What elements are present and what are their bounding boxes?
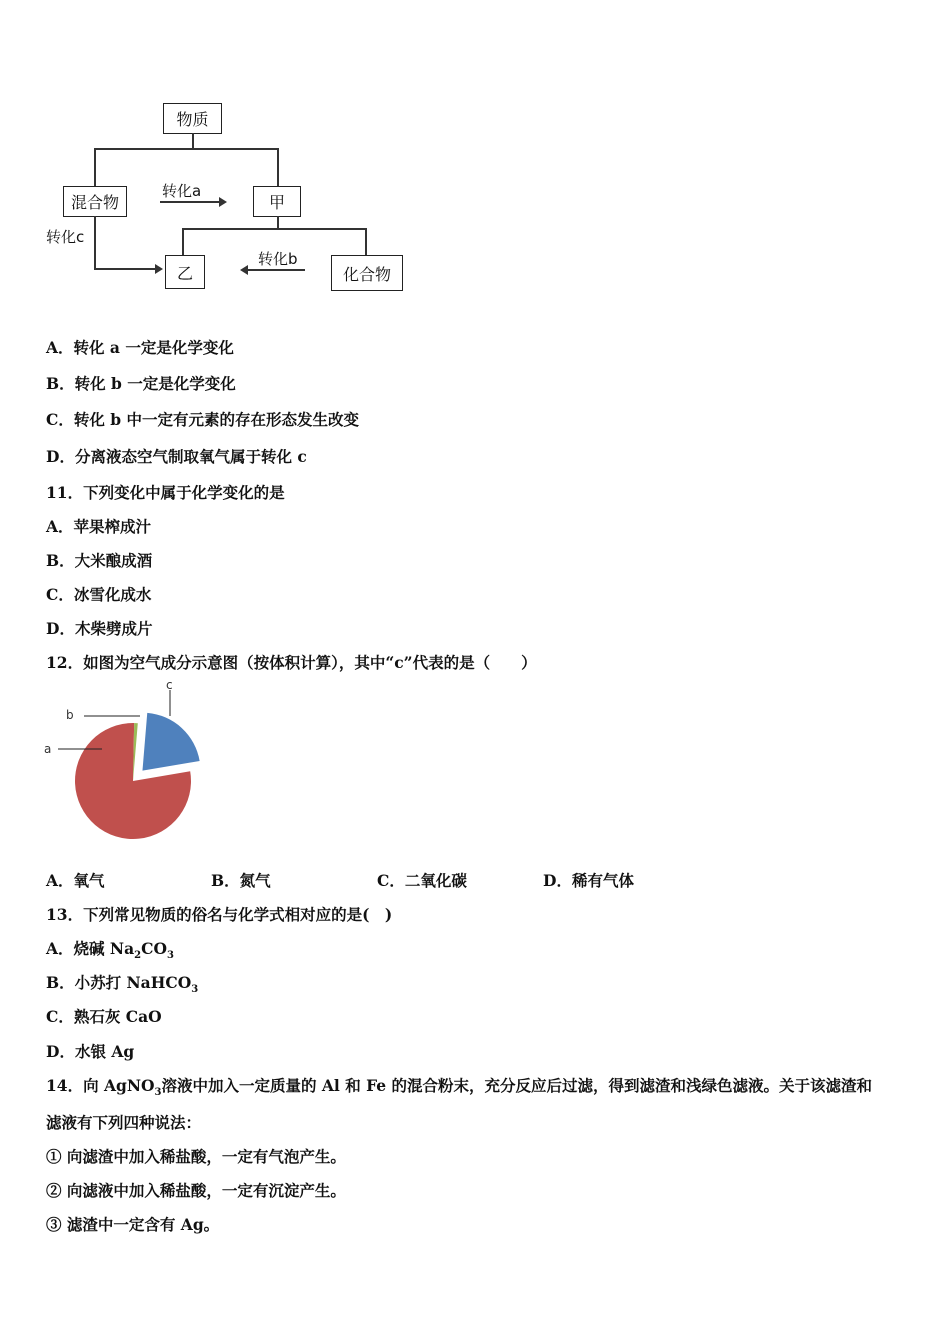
pie-label-c: c <box>166 678 173 692</box>
box-mixture: 混合物 <box>63 186 127 217</box>
q10-option-d: D．分离液态空气制取氧气属于转化 c <box>46 447 307 466</box>
arrow-b-head <box>240 265 248 275</box>
pie-label-a: a <box>44 742 52 756</box>
label-trans-a: 转化a <box>162 182 202 200</box>
box-yi: 乙 <box>165 255 205 289</box>
q12-option-c: C．二氧化碳 <box>377 871 467 890</box>
q14-statement-3: ③ 滤渣中一定含有 Ag。 <box>46 1215 220 1234</box>
q13-stem: 13．下列常见物质的俗名与化学式相对应的是( ) <box>46 905 393 924</box>
air-pie-chart <box>40 678 220 848</box>
q14-stem-line2: 滤液有下列四种说法： <box>46 1113 202 1132</box>
arrow-c-line <box>94 268 156 270</box>
pie-slice-c <box>142 713 199 771</box>
connector <box>182 228 184 256</box>
connector <box>182 228 366 230</box>
q12-option-a: A．氧气 <box>46 871 105 890</box>
label-trans-b: 转化b <box>258 250 298 268</box>
q11-option-a: A．苹果榨成汁 <box>46 517 152 536</box>
pie-label-b: b <box>66 708 74 722</box>
arrow-b-line <box>247 269 305 271</box>
q11-option-c: C．冰雪化成水 <box>46 585 152 604</box>
box-jia: 甲 <box>253 186 301 217</box>
q13-option-d: D．水银 Ag <box>46 1042 135 1061</box>
connector <box>277 148 279 186</box>
q13-option-a: A．烧碱 $Na_2CO_3$ <box>46 939 174 962</box>
q13-option-c: C．熟石灰 CaO <box>46 1007 162 1026</box>
box-compound: 化合物 <box>331 255 403 291</box>
pie-svg <box>40 678 220 848</box>
connector <box>94 148 96 186</box>
connector <box>94 148 278 150</box>
q11-option-b: B．大米酿成酒 <box>46 551 153 570</box>
q10-option-b: B．转化 b 一定是化学变化 <box>46 374 236 393</box>
q14-statement-2: ② 向滤液中加入稀盐酸，一定有沉淀产生。 <box>46 1181 346 1200</box>
q13-option-b: B．小苏打 NaHCO$_3$ <box>46 973 199 996</box>
arrow-a-line <box>160 201 220 203</box>
label-trans-c: 转化c <box>46 228 85 246</box>
q11-stem: 11．下列变化中属于化学变化的是 <box>46 483 285 502</box>
q10-option-c: C．转化 b 中一定有元素的存在形态发生改变 <box>46 410 359 429</box>
box-substance: 物质 <box>163 103 222 134</box>
q12-option-d: D．稀有气体 <box>543 871 634 890</box>
q14-stem-line1: 14．向 AgNO$_3$溶液中加入一定质量的 Al 和 Fe 的混合粉末，充分反应后过滤，得到滤渣和浅绿色滤液。关于该滤渣和 <box>46 1076 873 1099</box>
q10-option-a: A．转化 a 一定是化学变化 <box>46 338 234 357</box>
q12-options <box>46 869 634 891</box>
connector <box>94 216 96 269</box>
connector <box>192 133 194 149</box>
q11-option-d: D．木柴劈成片 <box>46 619 153 638</box>
connector <box>365 228 367 256</box>
arrow-a-head <box>219 197 227 207</box>
arrow-c-head <box>155 264 163 274</box>
q14-statement-1: ① 向滤渣中加入稀盐酸，一定有气泡产生。 <box>46 1147 346 1166</box>
q12-option-b: B．氮气 <box>211 871 271 890</box>
q12-stem: 12．如图为空气成分示意图（按体积计算），其中“c”代表的是（ ） <box>46 653 537 672</box>
